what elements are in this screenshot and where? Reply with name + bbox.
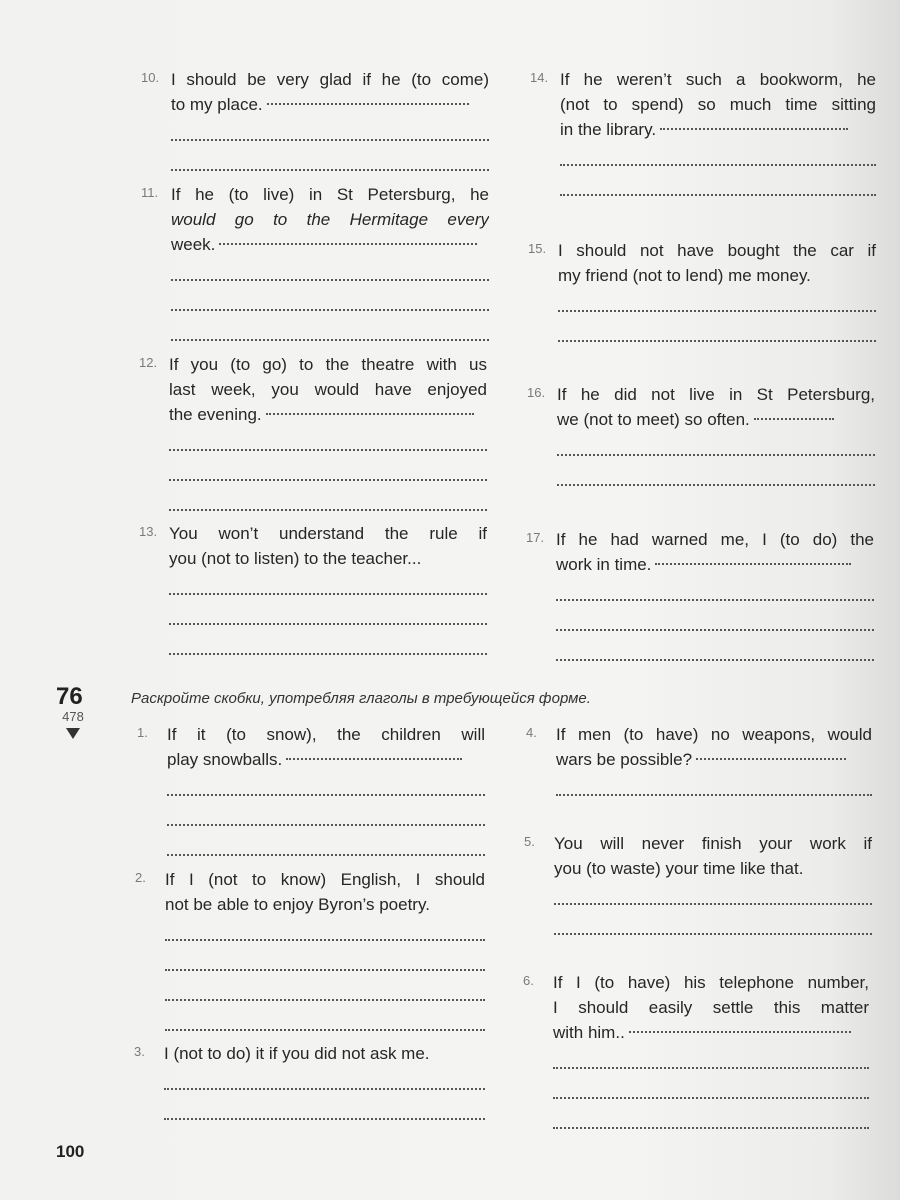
answer-line[interactable] (560, 142, 876, 172)
answer-line[interactable] (556, 637, 874, 667)
item-text-line: If he weren’t such a bookworm, he (560, 70, 876, 89)
exercise-item-13 (139, 521, 487, 661)
exercise-item-5 (524, 831, 872, 941)
answer-line[interactable] (169, 571, 487, 601)
item-text-line: in the library. (560, 117, 876, 142)
item-text-line: If you (to go) to the theatre with us (169, 355, 487, 374)
answer-line[interactable] (169, 427, 487, 457)
item-text-line: you (to waste) your time like that. (554, 859, 804, 878)
answer-line[interactable] (165, 947, 485, 977)
item-text-line: You won’t understand the rule if (169, 524, 487, 543)
answer-line[interactable] (171, 257, 489, 287)
answer-line[interactable] (167, 802, 485, 832)
exercise-item-15 (528, 238, 876, 348)
exercise-instruction: Раскройте скобки, употребляя глаголы в требующейся форме. (131, 690, 591, 707)
answer-line[interactable] (560, 172, 876, 202)
answer-line[interactable] (165, 1007, 485, 1037)
item-number: 10. (141, 70, 160, 85)
answer-line[interactable] (554, 911, 872, 941)
answer-line[interactable] (553, 1075, 869, 1105)
answer-line[interactable] (557, 462, 875, 492)
exercise-item-12 (139, 352, 487, 517)
item-text-line: If he did not live in St Petersburg, (557, 385, 875, 404)
page-number: 100 (56, 1142, 85, 1161)
answer-line[interactable] (171, 317, 489, 347)
item-text-line: my friend (not to lend) me money. (558, 266, 811, 285)
exercise-item-1 (137, 722, 485, 862)
item-text-line: (not to spend) so much time sitting (560, 95, 876, 114)
item-number: 13. (139, 524, 158, 539)
item-text-line: not be able to enjoy Byron’s poetry. (165, 895, 430, 914)
item-number: 16. (527, 385, 546, 400)
exercise-item-10 (141, 67, 489, 177)
answer-line[interactable] (171, 147, 489, 177)
answer-line[interactable] (167, 772, 485, 802)
exercise-item-14 (530, 67, 876, 202)
item-text-line: I should be very glad if he (to come) (171, 70, 489, 89)
answer-line[interactable] (554, 881, 872, 911)
answer-line[interactable] (171, 287, 489, 317)
exercise-item-4 (526, 722, 872, 802)
item-text-line: If I (to have) his telephone number, (553, 973, 869, 992)
item-text-line: to my place. (171, 92, 489, 117)
item-text-line: play snowballs. (167, 747, 485, 772)
item-number: 6. (523, 973, 534, 988)
item-text-line: If men (to have) no weapons, would (556, 725, 872, 744)
item-text-line: the evening. (169, 402, 487, 427)
answer-line[interactable] (169, 487, 487, 517)
answer-line[interactable] (557, 432, 875, 462)
answer-line[interactable] (556, 607, 874, 637)
item-number: 2. (135, 870, 146, 885)
answer-line[interactable] (558, 318, 876, 348)
item-text-line: I (not to do) it if you did not ask me. (164, 1044, 430, 1063)
item-text-line: we (not to meet) so often. (557, 407, 875, 432)
item-text-line: If it (to snow), the children will (167, 725, 485, 744)
answer-line[interactable] (165, 917, 485, 947)
answer-line[interactable] (558, 288, 876, 318)
exercise-item-17 (526, 527, 874, 667)
item-number: 11. (141, 185, 159, 200)
item-text-line: with him.. (553, 1020, 869, 1045)
exercise-item-11 (141, 182, 489, 347)
item-text-line: would go to the Hermitage every (171, 210, 489, 229)
answer-line[interactable] (553, 1105, 869, 1135)
answer-line[interactable] (171, 117, 489, 147)
exercise-item-6 (523, 970, 869, 1135)
item-text-line: You will never finish your work if (554, 834, 872, 853)
exercise-number: 76 (56, 683, 83, 710)
item-number: 17. (526, 530, 545, 545)
item-text-line: work in time. (556, 552, 874, 577)
item-number: 4. (526, 725, 537, 740)
down-arrow-icon (66, 728, 80, 739)
item-text-line: week. (171, 232, 489, 257)
item-text-line: last week, you would have enjoyed (169, 380, 487, 399)
item-number: 1. (137, 725, 148, 740)
item-text-line: If he had warned me, I (to do) the (556, 530, 874, 549)
item-number: 3. (134, 1044, 145, 1059)
answer-line[interactable] (169, 631, 487, 661)
item-number: 5. (524, 834, 535, 849)
answer-line[interactable] (167, 832, 485, 862)
item-number: 14. (530, 70, 549, 85)
item-text-line: If he (to live) in St Petersburg, he (171, 185, 489, 204)
answer-line[interactable] (169, 457, 487, 487)
exercise-item-2 (135, 867, 485, 1037)
item-text-line: I should easily settle this matter (553, 998, 869, 1017)
answer-line[interactable] (169, 601, 487, 631)
item-text-line: you (not to listen) to the teacher... (169, 549, 422, 568)
answer-line[interactable] (164, 1066, 485, 1096)
answer-line[interactable] (556, 577, 874, 607)
exercise-reference: 478 (62, 709, 84, 724)
exercise-item-16 (527, 382, 875, 492)
item-number: 12. (139, 355, 158, 370)
exercise-item-3 (134, 1041, 485, 1126)
item-number: 15. (528, 241, 547, 256)
exercise-header (56, 683, 90, 739)
answer-line[interactable] (553, 1045, 869, 1075)
item-text-line: wars be possible? (556, 747, 872, 772)
item-text-line: If I (not to know) English, I should (165, 870, 485, 889)
item-text-line: I should not have bought the car if (558, 241, 876, 260)
answer-line[interactable] (165, 977, 485, 1007)
answer-line[interactable] (164, 1096, 485, 1126)
answer-line[interactable] (556, 772, 872, 802)
